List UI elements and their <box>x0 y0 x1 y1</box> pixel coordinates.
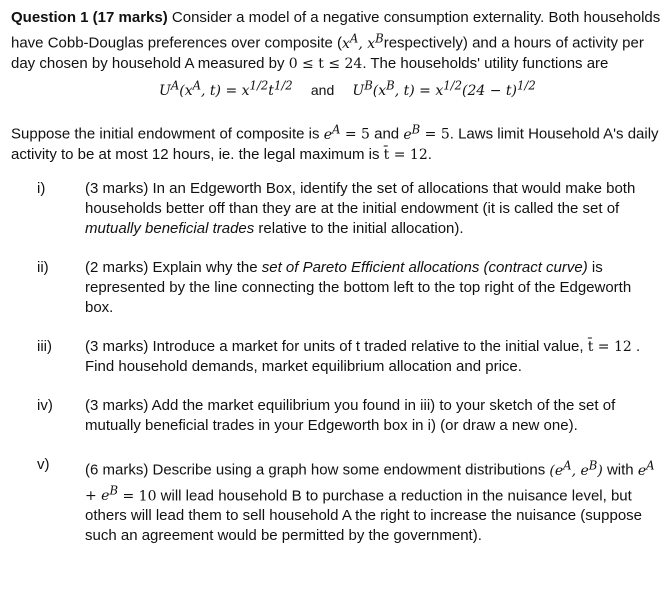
part-number: iii) <box>37 337 52 355</box>
question-document <box>11 8 661 565</box>
setup-paragraph: Suppose the initial endowment of composite is $e^A = 5$ and $e^B = 5$. Laws limit Household A's daily activity to be at most 12 hours, ie. the legal maximum is t̄ = 12. <box>11 122 659 163</box>
utility-b-equation: $U^B(x^B$, $t) = x^{1/2}(24 - t)^{1/2}$ <box>352 78 536 100</box>
part-iii: iii) (3 marks) Introduce a market for units of t traded relative to the initial value, t̄ = 12 . Find household demands, market equilibrium allocation and price. <box>37 337 641 375</box>
part-v: v) (6 marks) Describe using a graph how some endowment distributions ($e^A$, $e^B$) with $e^A + e^B = 10$ will lead household B to purchase a reduction in the nuisance level, but others will lead them to sell household A the right to increase the nuisance (suppose such an agreement would be permitted by the government). <box>37 455 655 545</box>
intro-text-c: . The households' utility functions are <box>362 54 609 72</box>
question-intro <box>11 8 661 101</box>
intro-text-b: respectively) and a hours of activity per day chosen by household A measured by <box>11 34 644 72</box>
intro-paragraph <box>11 8 661 74</box>
part-number: v) <box>37 455 50 473</box>
intro-text-a: Consider a model of a negative consumption externality. Both households have Cobb-Douglas preferences over composite ( <box>11 9 661 52</box>
endowment-sum: $e^A + e^B$ <box>85 457 655 505</box>
endowment-b: $e^B$ <box>403 122 421 143</box>
part-number: i) <box>37 179 46 197</box>
part-number: ii) <box>37 258 49 276</box>
italic-term: mutually beneficial trades <box>85 219 255 237</box>
part-number: iv) <box>37 396 53 414</box>
part-i: i) (3 marks) In an Edgeworth Box, identify the set of allocations that would make both households better off than they are at the initial endowment (it is called the set of mutually beneficial trades relative to the initial allocation). <box>37 179 636 237</box>
part-ii: ii) (2 marks) Explain why the set of Pareto Efficient allocations (contract curve) is represented by the line connecting the bottom left to the top right of the Edgeworth box. <box>37 258 632 316</box>
equation-and: and <box>310 82 335 99</box>
utility-equations <box>11 76 661 102</box>
endowment-a: $e^A$ <box>323 122 341 143</box>
endowment-pair: ($e^A$, $e^B$) <box>549 457 603 479</box>
intro-range: 0 ≤ t ≤ 24 <box>288 55 363 72</box>
intro-math-xa: $x^A$, $x^B$ <box>342 31 384 52</box>
italic-term: set of Pareto Efficient allocations (contract curve) <box>261 258 588 276</box>
tbar-value: t̄ = 12 <box>587 338 632 355</box>
question-parts <box>11 179 661 546</box>
part-iv: iv) (3 marks) Add the market equilibrium you found in iii) to your sketch of the set of mutually beneficial trades in your Edgeworth box in i) (or draw a new one). <box>37 396 616 434</box>
question-heading: Question 1 (17 marks) <box>11 9 168 26</box>
utility-a-equation: $U^A(x^A$, $t) = x^{1/2}t^{1/2}$ <box>159 78 293 100</box>
legal-maximum: t̄ = 12 <box>383 146 428 163</box>
